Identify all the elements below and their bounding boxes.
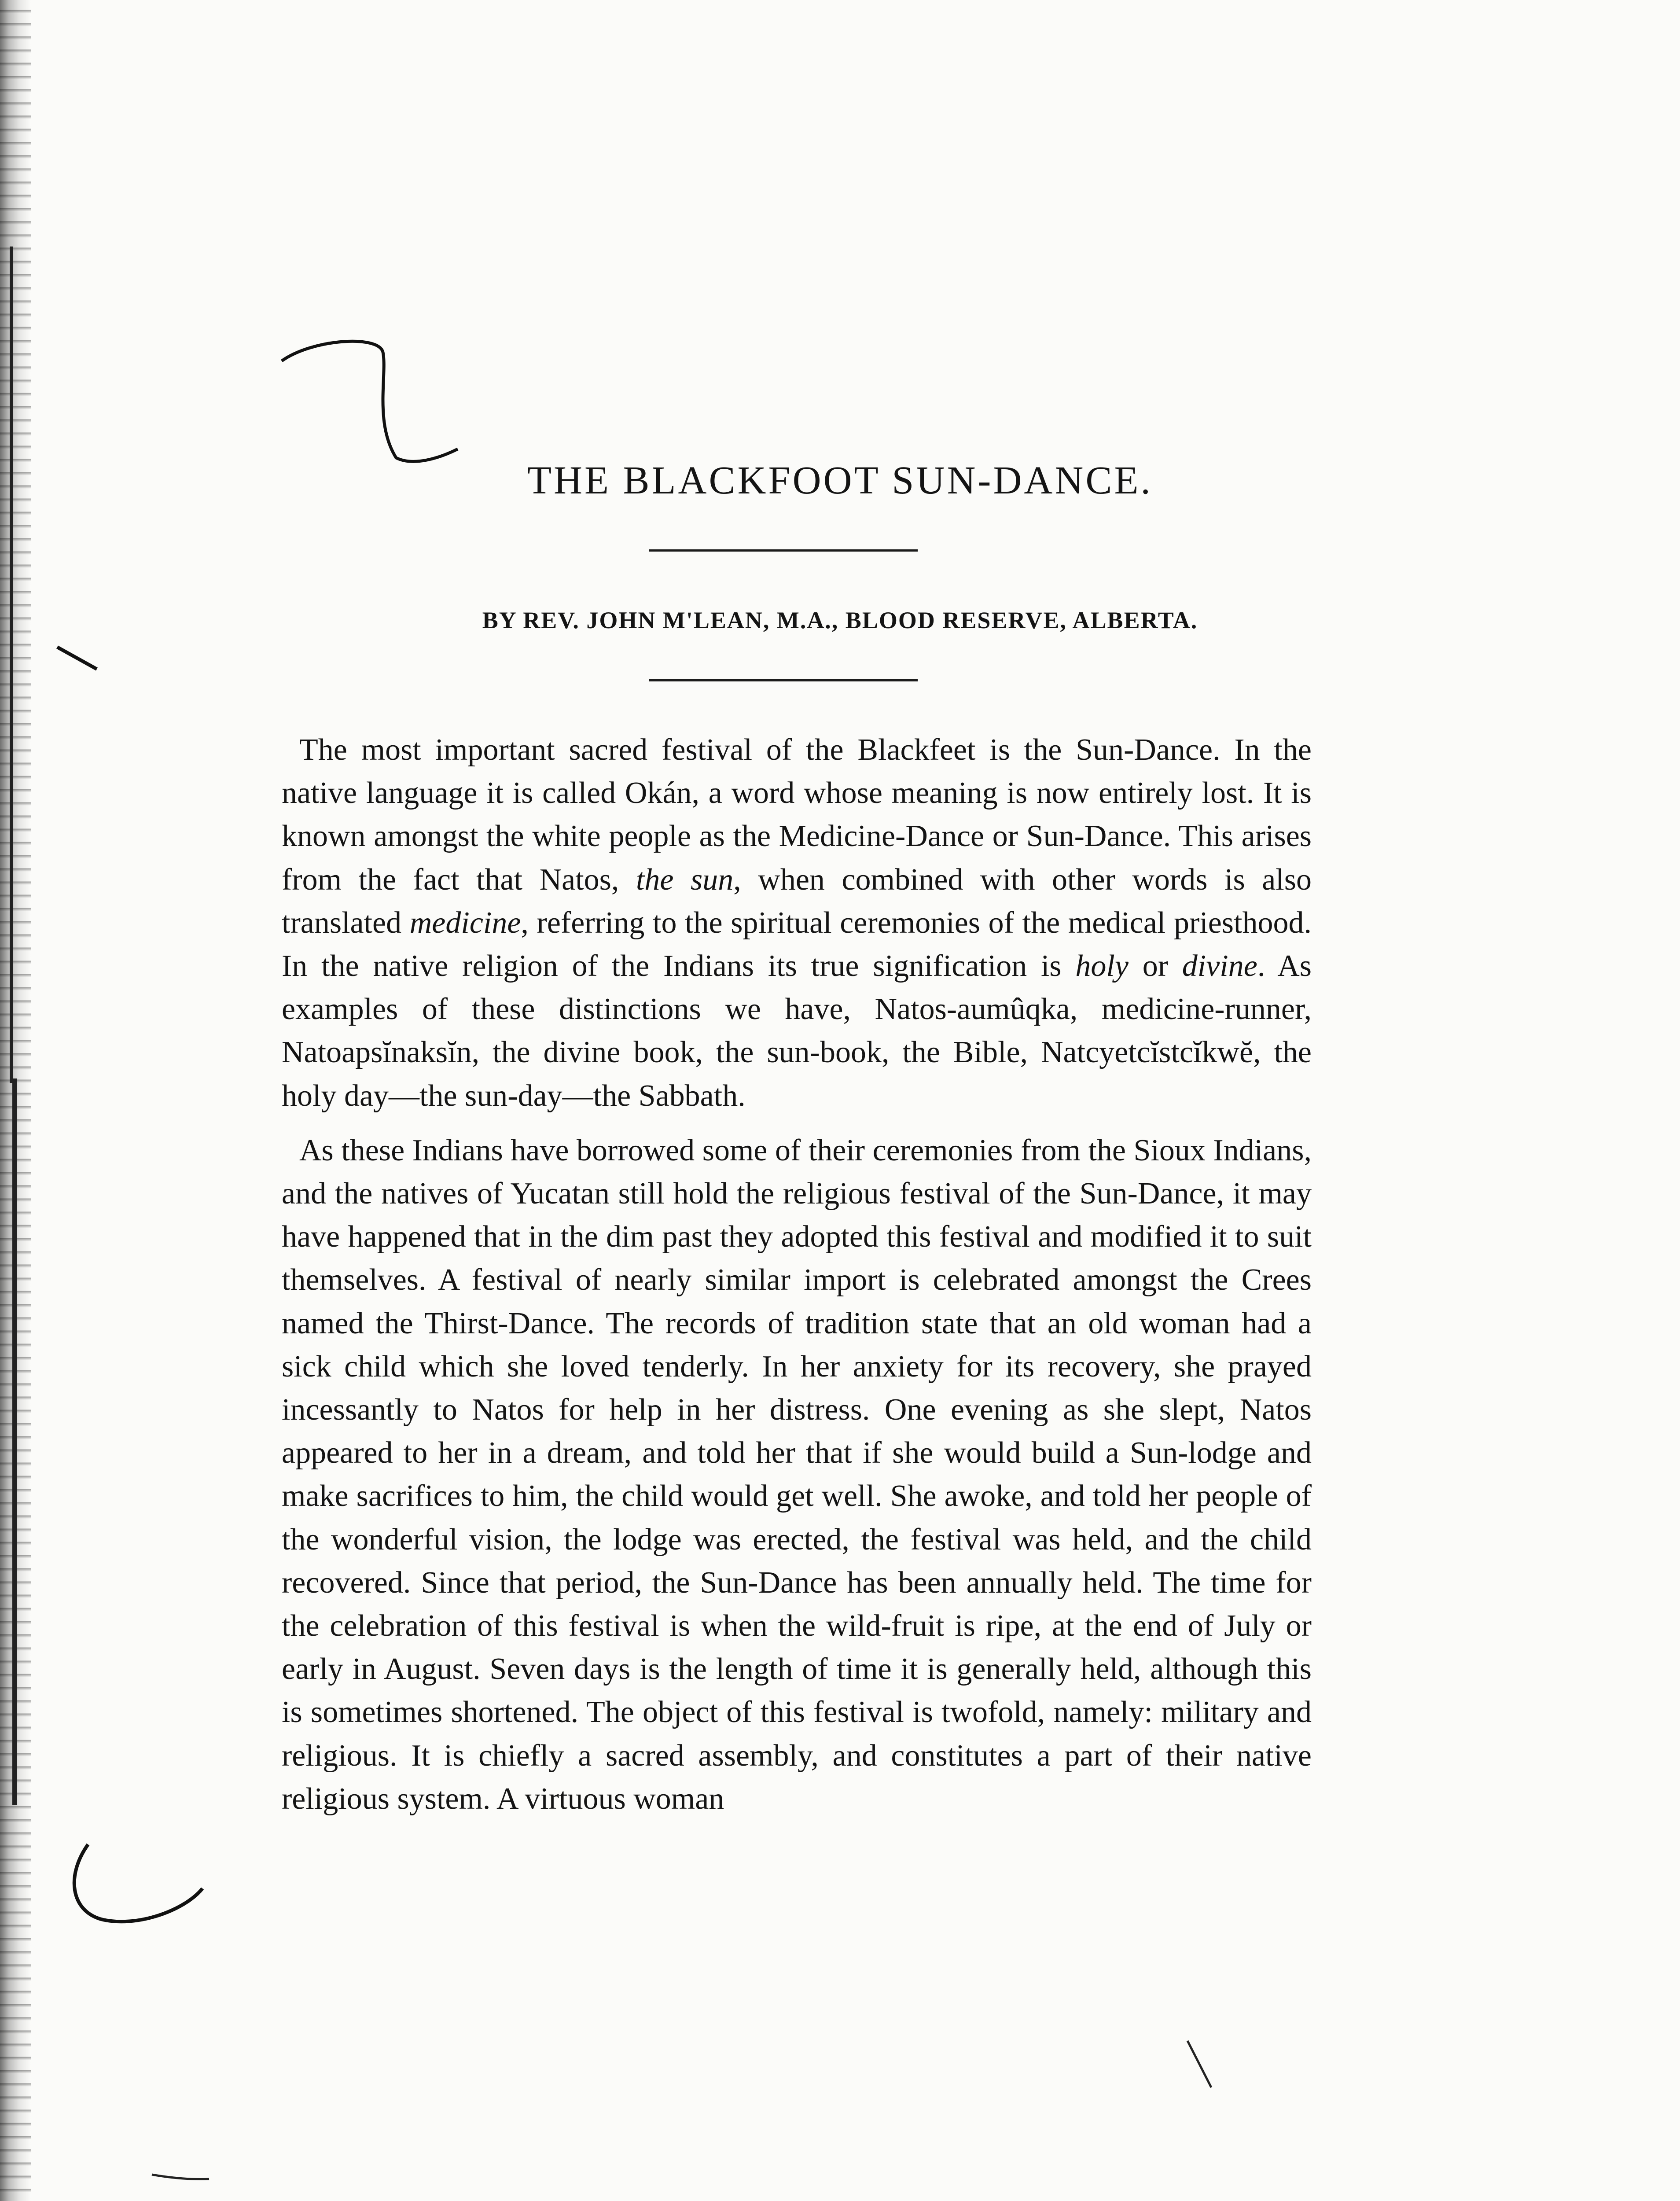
pencil-curve-mark [62,1840,211,1937]
pencil-bracket-mark [273,326,467,475]
italic-term: divine [1182,949,1257,983]
paragraph-1-text: , when combined with other words is also translated [282,862,1312,940]
binding-shadow [10,247,13,1083]
pencil-dash-mark [150,2170,211,2183]
italic-term: the sun [636,862,734,897]
paragraph-2: As these Indians have borrowed some of their ceremonies from the Sioux Indians, and the natives of Yucatan still hold the religious festival of the Sun-Dance, it may have happened that in the dim past they adopted this festival and modified it to suit themselves. A festival of nearly similar import is celebrated amongst the Crees named the Thirst-Dance. The records of tradition state that an old woman had a sick child which she loved tenderly. In her anxiety for its recovery, she prayed incessantly to Natos for help in her distress. One evening as she slept, Natos appeared to her in a dream, and told her that if she would build a Sun-lodge and make sacrifices to him, the child would get well. She awoke, and told her people of the wonderful vision, the lodge was erected, the festival was held, and the child recovered. Since that period, the Sun-Dance has been annually held. The time for the celebration of this festival is when the wild-fruit is ripe, at the end of July or early in August. Seven days is the length of time it is generally held, although this is sometimes shortened. The object of this festival is twofold, namely: military and religious. It is chiefly a sacred assembly, and constitutes a part of their native religious system. A virtuous woman [282,1133,1312,1816]
article-title: THE BLACKFOOT SUN-DANCE. [527,459,1153,502]
paragraph-1-text: The most important sacred festival of the Blackfeet is the Sun-Dance. In the native language it is called Okán, a word whose meaning is now entirely lost. It is known amongst the white people as the Medicine-Dance or Sun-Dance. This arises from the fact that Natos, [282,733,1312,897]
article-byline: BY REV. JOHN M'LEAN, M.A., BLOOD RESERVE, ALBERTA. [482,607,1198,633]
italic-term: medicine [409,905,521,940]
italic-term: holy [1075,949,1129,983]
paragraph-1-text: or [1128,949,1182,983]
paragraph-1-text: . As examples of these distinctions we have, Natos-aumûqka, medicine-runner, Natoapsĭnaksĭn, the divine book, the sun-book, the Bible, Natcyetcĭstcĭkwĕ, the holy day—the sun-day—the Sabbath. [282,949,1312,1113]
title-divider [649,549,918,552]
article-body [282,729,1312,1821]
paragraph-1 [282,729,1312,1118]
pencil-slash-mark [1184,2038,1215,2091]
pencil-tick-mark [53,643,106,678]
paragraph-1-text: , referring to the spiritual ceremonies of the medical priesthood. In the native religion of the Indians its true signification is [282,905,1312,983]
byline-divider [649,679,918,681]
binding-shadow [12,1078,17,1805]
